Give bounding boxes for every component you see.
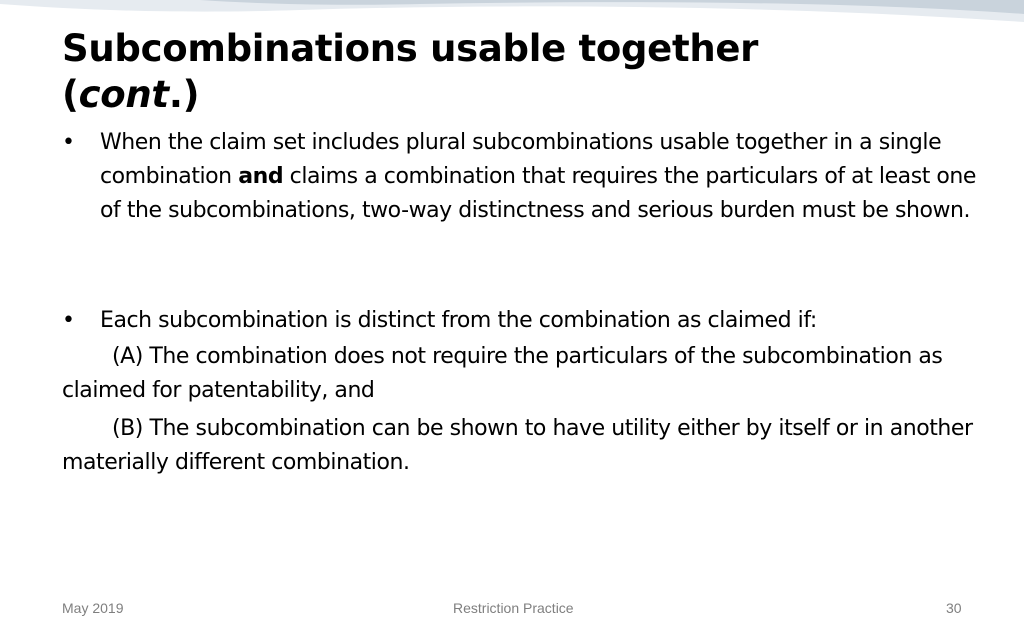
- title-paren-close: .): [168, 73, 200, 116]
- condition-a-text: (A) The combination does not require the particulars of the subcombination as claimed for patentability, and: [62, 344, 943, 403]
- bullet-1-text: [100, 126, 980, 228]
- title-paren-open: (: [62, 73, 79, 116]
- bullet-1-text-end: claims a combination that requires the particulars of at least one of the subcombinations, two-way distinctness and serious burden must be shown.: [100, 164, 977, 223]
- bullet-1-text-start: When the claim set includes plural subcombinations usable together in a single combination: [100, 130, 942, 189]
- bullet-1-bold-and: and: [238, 164, 284, 189]
- title-cont-italic: cont: [78, 73, 169, 116]
- bullet-marker-1: •: [62, 130, 75, 155]
- bullet-2-text: Each subcombination is distinct from the combination as claimed if:: [100, 308, 817, 333]
- slide-title: [62, 26, 962, 118]
- title-line-1: Subcombinations usable together: [62, 27, 759, 70]
- bullet-marker-2: •: [62, 308, 75, 333]
- footer-page-number: 30: [946, 600, 962, 616]
- condition-b-text: (B) The subcombination can be shown to have utility either by itself or in another materially different combination.: [62, 416, 973, 475]
- footer-presentation-title: Restriction Practice: [453, 600, 574, 616]
- footer-date: May 2019: [62, 600, 124, 616]
